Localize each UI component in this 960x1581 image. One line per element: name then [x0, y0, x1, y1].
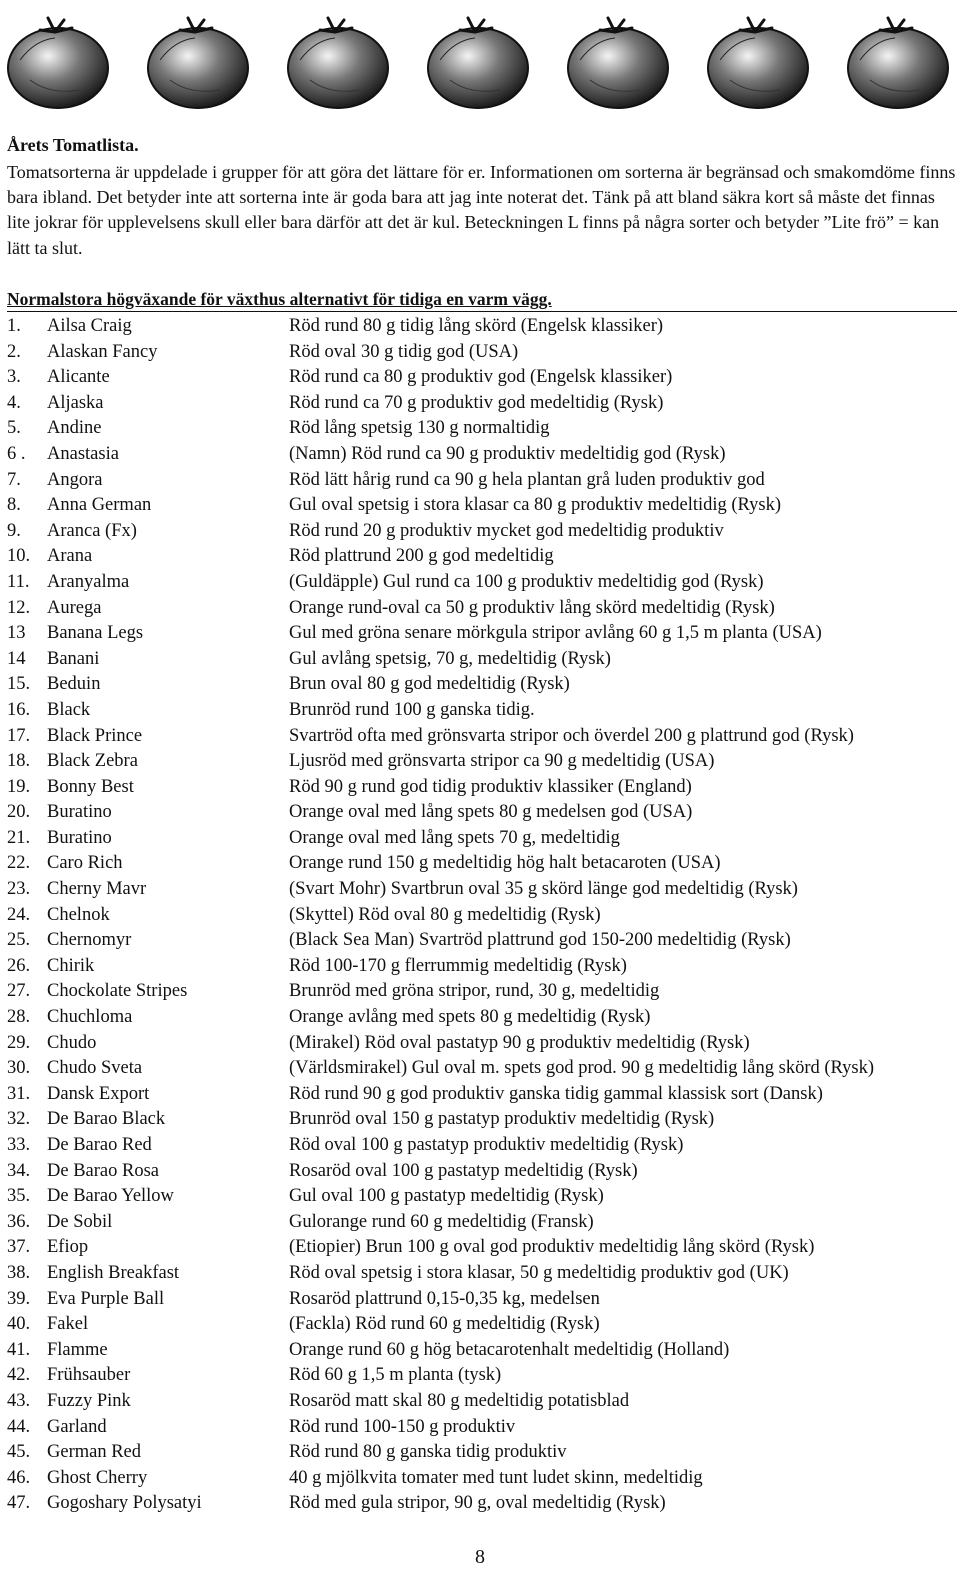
variety-name: De Sobil — [47, 1211, 113, 1232]
variety-name: Chudo — [47, 1032, 97, 1053]
variety-description: Röd rund 100-150 g produktiv — [289, 1416, 516, 1437]
variety-name: Eva Purple Ball — [47, 1288, 165, 1309]
list-item — [7, 698, 957, 724]
list-item — [7, 1466, 957, 1492]
intro-paragraph: Tomatsorterna är uppdelade i grupper för att göra det lättare för er. Informationen om sorterna är begränsad och smakomdöme finns bara ibland. Det betyder inte att sorterna inte är goda bara att jag inte noterat det. Tänk på att bland säkra kort så måste det finnas lite jokrar för upplevelsens skull eller bara därför att det är kul. Beteckningen L finns på några sorter och betyder ”Lite frö” = kan lätt ta slut. — [7, 162, 956, 258]
tomato-icon — [840, 10, 952, 110]
variety-description: Rosaröd plattrund 0,15-0,35 kg, medelsen — [289, 1288, 600, 1309]
variety-number: 25. — [7, 930, 31, 951]
list-item — [7, 1133, 957, 1159]
list-item — [7, 365, 957, 391]
variety-description: (Världsmirakel) Gul oval m. spets god prod. 90 g medeltidig lång skörd (Rysk) — [289, 1058, 874, 1079]
variety-number: 47. — [7, 1493, 31, 1514]
variety-name: Fuzzy Pink — [47, 1390, 131, 1411]
variety-name: Anastasia — [47, 443, 119, 464]
list-item — [7, 1210, 957, 1236]
list-item — [7, 979, 957, 1005]
variety-description: Orange oval med lång spets 80 g medelsen god (USA) — [289, 802, 693, 823]
list-item — [7, 570, 957, 596]
variety-number: 19. — [7, 776, 31, 797]
variety-number: 8. — [7, 495, 21, 516]
list-item — [7, 647, 957, 673]
variety-number: 22. — [7, 853, 31, 874]
variety-description: (Etiopier) Brun 100 g oval god produktiv medeltidig lång skörd (Rysk) — [289, 1237, 815, 1258]
variety-number: 46. — [7, 1467, 31, 1488]
variety-number: 1. — [7, 316, 21, 336]
variety-name: Alicante — [47, 367, 110, 388]
variety-list — [7, 314, 957, 1517]
variety-number: 14 — [7, 648, 26, 669]
variety-number: 11. — [7, 571, 30, 592]
variety-number: 31. — [7, 1083, 31, 1104]
variety-number: 33. — [7, 1135, 31, 1155]
variety-name: Ailsa Craig — [47, 316, 132, 336]
variety-number: 20. — [7, 802, 31, 823]
variety-name: De Barao Red — [47, 1135, 152, 1155]
tomato-icon — [140, 10, 252, 110]
variety-description: (Svart Mohr) Svartbrun oval 35 g skörd länge god medeltidig (Rysk) — [289, 879, 798, 900]
variety-description: (Skyttel) Röd oval 80 g medeltidig (Rysk) — [289, 904, 601, 925]
variety-description: Gul med gröna senare mörkgula stripor avlång 60 g 1,5 m planta (USA) — [289, 623, 822, 644]
list-item — [7, 1107, 957, 1133]
variety-description: Brunröd oval 150 g pastatyp produktiv medeltidig (Rysk) — [289, 1109, 715, 1130]
list-item — [7, 1312, 957, 1338]
variety-number: 38. — [7, 1262, 31, 1283]
list-item — [7, 1415, 957, 1441]
variety-name: Frühsauber — [47, 1365, 131, 1386]
variety-number: 42. — [7, 1365, 31, 1386]
variety-name: De Barao Rosa — [47, 1160, 159, 1181]
variety-name: Buratino — [47, 802, 112, 823]
variety-description: (Namn) Röd rund ca 90 g produktiv medeltidig god (Rysk) — [289, 443, 726, 464]
variety-description: Röd rund ca 70 g produktiv god medeltidig (Rysk) — [289, 392, 664, 413]
variety-number: 10. — [7, 546, 31, 567]
variety-number: 39. — [7, 1288, 31, 1309]
variety-number: 21. — [7, 827, 31, 848]
variety-description: Orange rund 60 g hög betacarotenhalt medeltidig (Holland) — [289, 1339, 730, 1360]
variety-description: Röd lång spetsig 130 g normaltidig — [289, 418, 550, 439]
variety-description: Röd 60 g 1,5 m planta (tysk) — [289, 1365, 502, 1386]
list-item — [7, 1056, 957, 1082]
list-item — [7, 826, 957, 852]
variety-name: Andine — [47, 418, 102, 439]
page-title: Årets Tomatlista. — [7, 135, 139, 155]
list-item — [7, 749, 957, 775]
variety-number: 35. — [7, 1186, 31, 1207]
variety-name: Angora — [47, 469, 103, 490]
variety-description: Röd oval 100 g pastatyp produktiv medeltidig (Rysk) — [289, 1135, 684, 1155]
variety-name: Gogoshary Polysatyi — [47, 1493, 202, 1514]
variety-description: Ljusröd med grönsvarta stripor ca 90 g medeltidig (USA) — [289, 751, 715, 772]
variety-number: 32. — [7, 1109, 31, 1130]
variety-description: 40 g mjölkvita tomater med tunt ludet skinn, medeltidig — [289, 1467, 703, 1488]
variety-name: Alaskan Fancy — [47, 341, 158, 362]
list-item — [7, 800, 957, 826]
list-item — [7, 468, 957, 494]
variety-name: Aurega — [47, 597, 102, 618]
list-item — [7, 954, 957, 980]
variety-description: Orange avlång med spets 80 g medeltidig (Rysk) — [289, 1007, 651, 1028]
variety-number: 30. — [7, 1058, 31, 1079]
variety-number: 2. — [7, 341, 21, 362]
variety-description: Brunröd rund 100 g ganska tidig. — [289, 699, 535, 720]
variety-number: 13 — [7, 623, 26, 644]
variety-number: 43. — [7, 1390, 31, 1411]
variety-description: Rosaröd oval 100 g pastatyp medeltidig (Rysk) — [289, 1160, 638, 1181]
variety-name: Anna German — [47, 495, 152, 516]
variety-number: 29. — [7, 1032, 31, 1053]
list-item — [7, 775, 957, 801]
variety-name: Efiop — [47, 1237, 89, 1258]
variety-number: 34. — [7, 1160, 31, 1181]
tomato-icon — [280, 10, 392, 110]
variety-description: (Mirakel) Röd oval pastatyp 90 g produktiv medeltidig (Rysk) — [289, 1032, 750, 1053]
variety-name: Black Prince — [47, 725, 143, 746]
list-item — [7, 1082, 957, 1108]
variety-number: 5. — [7, 418, 21, 439]
variety-name: Aranyalma — [47, 571, 130, 592]
variety-description: Orange rund 150 g medeltidig hög halt betacaroten (USA) — [289, 853, 721, 874]
variety-number: 4. — [7, 392, 21, 413]
list-item — [7, 1287, 957, 1313]
variety-number: 45. — [7, 1442, 31, 1463]
list-item — [7, 1235, 957, 1261]
variety-description: Röd med gula stripor, 90 g, oval medeltidig (Rysk) — [289, 1493, 666, 1514]
list-item — [7, 851, 957, 877]
variety-number: 27. — [7, 981, 31, 1002]
variety-description: Gul avlång spetsig, 70 g, medeltidig (Rysk) — [289, 648, 611, 669]
list-item — [7, 1005, 957, 1031]
list-item — [7, 1031, 957, 1057]
list-item — [7, 1440, 957, 1466]
variety-name: Chockolate Stripes — [47, 981, 188, 1002]
section-heading: Normalstora högväxande för växthus alternativt för tidiga en varm vägg. — [7, 289, 957, 312]
list-item — [7, 1389, 957, 1415]
list-item — [7, 1159, 957, 1185]
variety-number: 41. — [7, 1339, 31, 1360]
variety-name: Bonny Best — [47, 776, 134, 797]
list-item — [7, 724, 957, 750]
variety-description: Röd rund 80 g tidig lång skörd (Engelsk klassiker) — [289, 316, 664, 336]
variety-name: Dansk Export — [47, 1083, 150, 1104]
variety-description: Röd rund 90 g god produktiv ganska tidig gammal klassisk sort (Dansk) — [289, 1083, 823, 1104]
list-item — [7, 621, 957, 647]
variety-number: 36. — [7, 1211, 31, 1232]
variety-number: 17. — [7, 725, 31, 746]
variety-name: Chirik — [47, 955, 95, 976]
variety-number: 7. — [7, 469, 21, 490]
variety-name: Fakel — [47, 1314, 89, 1335]
list-item — [7, 672, 957, 698]
variety-description: Röd rund 20 g produktiv mycket god medeltidig produktiv — [289, 520, 724, 541]
tomato-icon — [0, 10, 112, 110]
tomato-icon — [420, 10, 532, 110]
page-number: 8 — [475, 1546, 485, 1568]
variety-name: Caro Rich — [47, 853, 123, 874]
list-item — [7, 596, 957, 622]
variety-name: Flamme — [47, 1339, 108, 1360]
variety-name: Black — [47, 699, 91, 720]
variety-description: Röd 100-170 g flerrummig medeltidig (Rysk) — [289, 955, 627, 976]
list-item — [7, 903, 957, 929]
variety-description: (Black Sea Man) Svartröd plattrund god 150-200 medeltidig (Rysk) — [289, 930, 791, 951]
variety-description: Röd oval spetsig i stora klasar, 50 g medeltidig produktiv god (UK) — [289, 1262, 789, 1283]
variety-name: Garland — [47, 1416, 107, 1437]
variety-description: Orange oval med lång spets 70 g, medeltidig — [289, 827, 620, 848]
list-item — [7, 340, 957, 366]
list-item — [7, 544, 957, 570]
variety-name: Chelnok — [47, 904, 110, 925]
tomato-icon — [700, 10, 812, 110]
list-item — [7, 416, 957, 442]
variety-number: 15. — [7, 674, 31, 695]
variety-number: 40. — [7, 1314, 31, 1335]
variety-name: English Breakfast — [47, 1262, 180, 1283]
variety-number: 12. — [7, 597, 31, 618]
variety-description: Röd lätt hårig rund ca 90 g hela plantan grå luden produktiv god — [289, 469, 765, 490]
tomato-icon — [560, 10, 672, 110]
list-item — [7, 391, 957, 417]
list-item — [7, 928, 957, 954]
variety-description: (Fackla) Röd rund 60 g medeltidig (Rysk) — [289, 1314, 600, 1335]
variety-description: Brun oval 80 g god medeltidig (Rysk) — [289, 674, 570, 695]
variety-number: 44. — [7, 1416, 31, 1437]
variety-description: Röd oval 30 g tidig god (USA) — [289, 341, 519, 362]
variety-name: Cherny Mavr — [47, 879, 147, 900]
variety-number: 23. — [7, 879, 31, 900]
list-item — [7, 1184, 957, 1210]
variety-description: Röd rund 80 g ganska tidig produktiv — [289, 1442, 567, 1463]
variety-number: 24. — [7, 904, 31, 925]
variety-name: De Barao Yellow — [47, 1186, 174, 1207]
list-item — [7, 314, 957, 340]
variety-number: 26. — [7, 955, 31, 976]
variety-number: 9. — [7, 520, 21, 541]
variety-name: Banani — [47, 648, 100, 669]
variety-name: Chudo Sveta — [47, 1058, 143, 1079]
list-item — [7, 1338, 957, 1364]
variety-name: Ghost Cherry — [47, 1467, 148, 1488]
list-item — [7, 877, 957, 903]
variety-number: 3. — [7, 367, 21, 388]
variety-description: Röd 90 g rund god tidig produktiv klassiker (England) — [289, 776, 692, 797]
variety-description: Brunröd med gröna stripor, rund, 30 g, medeltidig — [289, 981, 660, 1002]
variety-name: Black Zebra — [47, 751, 138, 772]
variety-description: Gul oval spetsig i stora klasar ca 80 g produktiv medeltidig (Rysk) — [289, 495, 781, 516]
variety-number: 28. — [7, 1007, 31, 1028]
list-item — [7, 1363, 957, 1389]
list-item — [7, 493, 957, 519]
variety-number: 18. — [7, 751, 31, 772]
variety-description: Gulorange rund 60 g medeltidig (Fransk) — [289, 1211, 594, 1232]
list-item — [7, 1261, 957, 1287]
variety-description: Röd rund ca 80 g produktiv god (Engelsk klassiker) — [289, 367, 673, 388]
variety-name: German Red — [47, 1442, 142, 1463]
variety-name: Chuchloma — [47, 1007, 133, 1028]
list-item — [7, 519, 957, 545]
variety-number: 16. — [7, 699, 31, 720]
variety-description: Orange rund-oval ca 50 g produktiv lång skörd medeltidig (Rysk) — [289, 597, 775, 618]
variety-name: Buratino — [47, 827, 112, 848]
variety-name: Banana Legs — [47, 623, 144, 644]
variety-description: (Guldäpple) Gul rund ca 100 g produktiv medeltidig god (Rysk) — [289, 571, 764, 592]
variety-name: Chernomyr — [47, 930, 132, 951]
variety-description: Röd plattrund 200 g god medeltidig — [289, 546, 554, 567]
variety-name: Aranca (Fx) — [47, 520, 137, 541]
variety-description: Gul oval 100 g pastatyp medeltidig (Rysk) — [289, 1186, 604, 1207]
list-item — [7, 1491, 957, 1517]
list-item — [7, 442, 957, 468]
variety-number: 37. — [7, 1237, 31, 1258]
variety-description: Rosaröd matt skal 80 g medeltidig potatisblad — [289, 1390, 630, 1411]
variety-name: De Barao Black — [47, 1109, 166, 1130]
variety-number: 6 . — [7, 443, 26, 464]
variety-name: Arana — [47, 546, 93, 567]
variety-name: Aljaska — [47, 392, 104, 413]
tomato-header — [0, 10, 960, 115]
variety-description: Svartröd ofta med grönsvarta stripor och överdel 200 g plattrund god (Rysk) — [289, 725, 854, 746]
variety-name: Beduin — [47, 674, 101, 695]
